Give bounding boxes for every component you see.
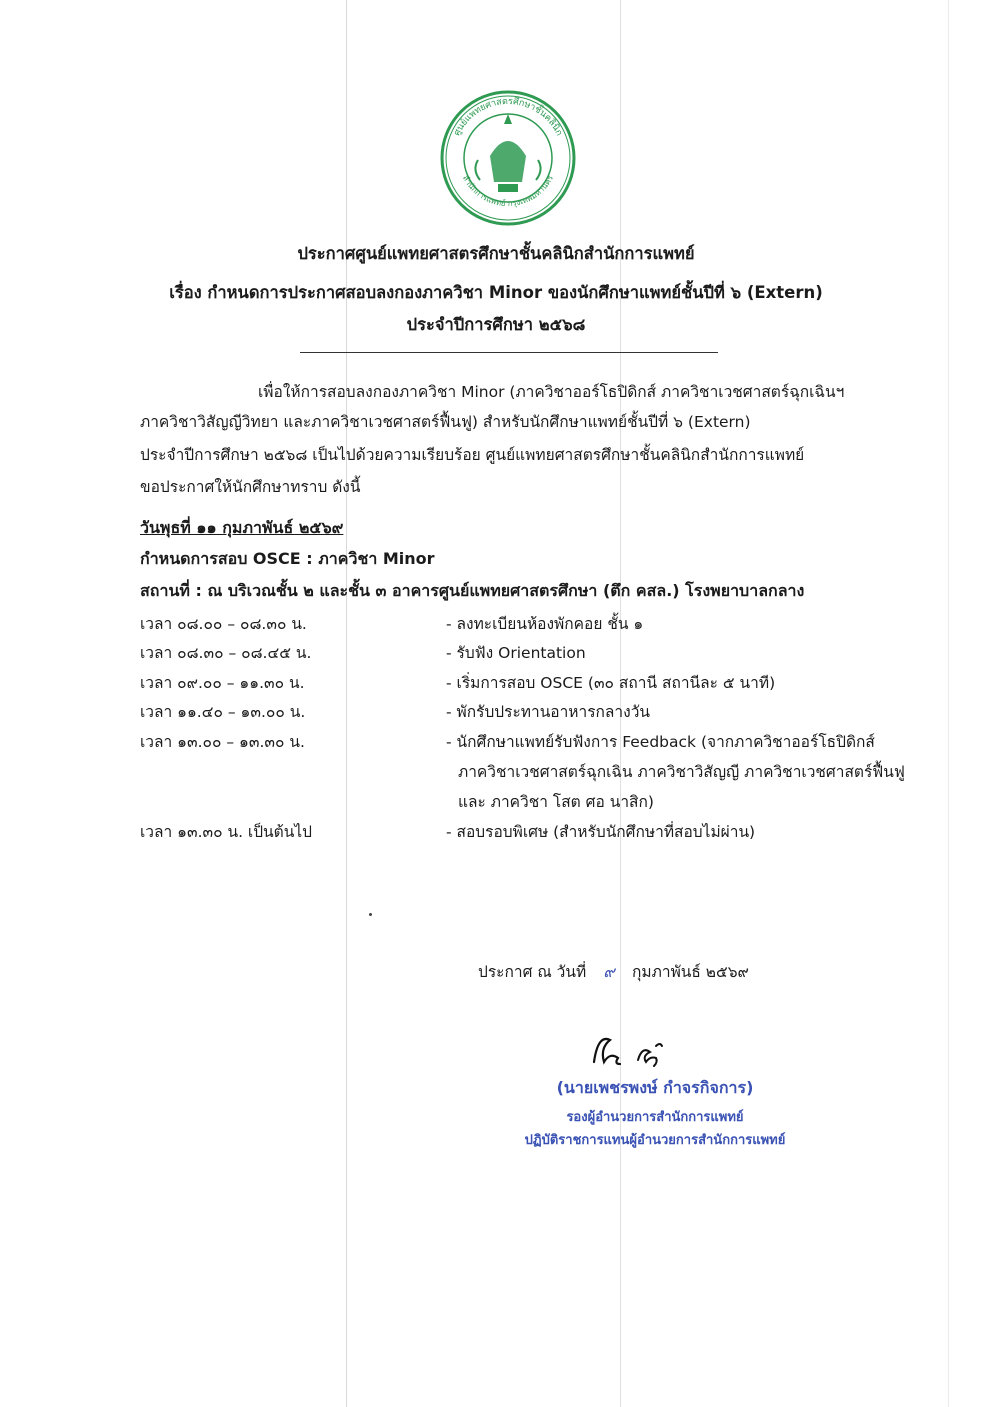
seal-text-top: ศูนย์แพทยศาสตรศึกษาชั้นคลินิก [452, 96, 564, 138]
body-paragraph-line: ขอประกาศให้นักศึกษาทราบ ดังนี้ [140, 478, 361, 496]
fold-line [346, 0, 347, 1407]
academic-year: ประจำปีการศึกษา ๒๕๖๘ [406, 315, 586, 334]
schedule-time: เวลา ๑๓.๐๐ – ๑๓.๓๐ น. [140, 733, 305, 751]
handwritten-signature [586, 1022, 676, 1072]
announcement-date [478, 959, 749, 984]
schedule-activity: - ลงทะเบียนห้องพักคอย ชั้น ๑ [446, 615, 644, 633]
signer-name: (นายเพชรพงษ์ กำจรกิจการ) [556, 1078, 754, 1097]
schedule-time: เวลา ๑๓.๓๐ น. เป็นต้นไป [140, 823, 312, 841]
body-paragraph-line: ประจำปีการศึกษา ๒๕๖๘ เป็นไปด้วยความเรียบร้อย ศูนย์แพทยศาสตรศึกษาชั้นคลินิกสำนักการแพทย์ [140, 446, 805, 464]
schedule-activity: - นักศึกษาแพทย์รับฟังการ Feedback (จากภาควิชาออร์โธปิดิกส์ [446, 733, 875, 751]
divider [300, 352, 718, 353]
body-paragraph-line: เพื่อให้การสอบลงกองภาควิชา Minor (ภาควิชาออร์โธปิดิกส์ ภาควิชาเวชศาสตร์ฉุกเฉินฯ [258, 383, 845, 401]
signer-position: รองผู้อำนวยการสำนักการแพทย์ [566, 1110, 744, 1125]
schedule-time: เวลา ๐๘.๐๐ – ๐๘.๓๐ น. [140, 615, 307, 633]
announcement-title: ประกาศศูนย์แพทยศาสตรศึกษาชั้นคลินิกสำนักการแพทย์ [297, 244, 695, 263]
announcement-day-handwritten: ๙ [603, 963, 615, 981]
schedule-time: เวลา ๑๑.๔๐ – ๑๓.๐๐ น. [140, 703, 306, 721]
announcement-date-prefix: ประกาศ ณ วันที่ [478, 963, 587, 981]
exam-title: กำหนดการสอบ OSCE : ภาควิชา Minor [140, 549, 435, 568]
schedule-activity-continued: ภาควิชาเวชศาสตร์ฉุกเฉิน ภาควิชาวิสัญญี ภาควิชาเวชศาสตร์ฟื้นฟู [458, 763, 905, 781]
announcement-date-suffix: กุมภาพันธ์ ๒๕๖๙ [632, 963, 749, 981]
announcement-subject: เรื่อง กำหนดการประกาศสอบลงกองภาควิชา Minor ของนักศึกษาแพทย์ชั้นปีที่ ๖ (Extern) [169, 283, 823, 302]
body-paragraph-line: ภาควิชาวิสัญญีวิทยา และภาควิชาเวชศาสตร์ฟื้นฟู) สำหรับนักศึกษาแพทย์ชั้นปีที่ ๖ (Extern) [140, 413, 751, 431]
seal-text-bottom: สำนักการแพทย์ กรุงเทพมหานคร [460, 173, 556, 209]
schedule-activity-continued: และ ภาควิชา โสต ศอ นาสิก) [458, 793, 654, 811]
stray-mark [369, 913, 372, 916]
schedule-activity: - เริ่มการสอบ OSCE (๓๐ สถานี สถานีละ ๕ นาที) [446, 674, 776, 692]
fold-line [948, 0, 949, 1407]
signer-position-acting: ปฏิบัติราชการแทนผู้อำนวยการสำนักการแพทย์ [524, 1133, 786, 1148]
exam-date: วันพุธที่ ๑๑ กุมภาพันธ์ ๒๕๖๙ [140, 518, 344, 537]
schedule-time: เวลา ๐๘.๓๐ – ๐๘.๔๕ น. [140, 644, 312, 662]
schedule-activity: - รับฟัง Orientation [446, 644, 586, 662]
schedule-time: เวลา ๐๙.๐๐ – ๑๑.๓๐ น. [140, 674, 305, 692]
seal-logo [438, 88, 578, 228]
schedule-activity: - สอบรอบพิเศษ (สำหรับนักศึกษาที่สอบไม่ผ่าน) [446, 823, 756, 841]
exam-venue: สถานที่ : ณ บริเวณชั้น ๒ และชั้น ๓ อาคารศูนย์แพทยศาสตรศึกษา (ตึก คสล.) โรงพยาบาลกลาง [140, 581, 805, 600]
schedule-activity: - พักรับประทานอาหารกลางวัน [446, 703, 651, 721]
